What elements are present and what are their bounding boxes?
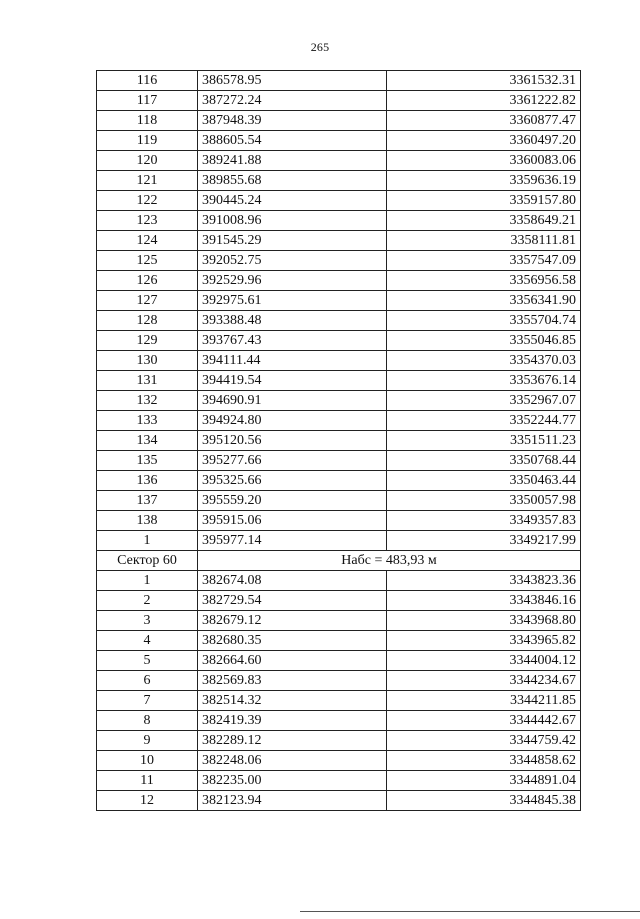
y-coordinate: 3344234.67 [387, 671, 581, 691]
x-coordinate: 382419.39 [198, 711, 387, 731]
x-coordinate: 392529.96 [198, 271, 387, 291]
point-number: 129 [97, 331, 198, 351]
point-number: 3 [97, 611, 198, 631]
y-coordinate: 3343846.16 [387, 591, 581, 611]
sector-header-row [97, 551, 581, 571]
x-coordinate: 388605.54 [198, 131, 387, 151]
coordinates-table [96, 70, 581, 811]
table-row [97, 271, 581, 291]
y-coordinate: 3349357.83 [387, 511, 581, 531]
y-coordinate: 3344442.67 [387, 711, 581, 731]
point-number: 1 [97, 571, 198, 591]
y-coordinate: 3352244.77 [387, 411, 581, 431]
point-number: 133 [97, 411, 198, 431]
x-coordinate: 392975.61 [198, 291, 387, 311]
point-number: 121 [97, 171, 198, 191]
table-row [97, 331, 581, 351]
point-number: 117 [97, 91, 198, 111]
y-coordinate: 3360877.47 [387, 111, 581, 131]
y-coordinate: 3343965.82 [387, 631, 581, 651]
table-row [97, 631, 581, 651]
point-number: 127 [97, 291, 198, 311]
x-coordinate: 382514.32 [198, 691, 387, 711]
x-coordinate: 394690.91 [198, 391, 387, 411]
table-row [97, 711, 581, 731]
y-coordinate: 3344759.42 [387, 731, 581, 751]
table-row [97, 751, 581, 771]
table-row [97, 791, 581, 811]
table-row [97, 171, 581, 191]
point-number: 137 [97, 491, 198, 511]
y-coordinate: 3354370.03 [387, 351, 581, 371]
x-coordinate: 382680.35 [198, 631, 387, 651]
sector-header-group [97, 551, 581, 571]
table-row [97, 231, 581, 251]
point-number: 125 [97, 251, 198, 271]
x-coordinate: 382235.00 [198, 771, 387, 791]
table-row [97, 251, 581, 271]
y-coordinate: 3350057.98 [387, 491, 581, 511]
bottom-rule [300, 911, 640, 912]
y-coordinate: 3343968.80 [387, 611, 581, 631]
y-coordinate: 3351511.23 [387, 431, 581, 451]
x-coordinate: 382123.94 [198, 791, 387, 811]
table-body-before-sector [97, 71, 581, 551]
y-coordinate: 3343823.36 [387, 571, 581, 591]
x-coordinate: 395559.20 [198, 491, 387, 511]
table-row [97, 531, 581, 551]
y-coordinate: 3344211.85 [387, 691, 581, 711]
y-coordinate: 3352967.07 [387, 391, 581, 411]
x-coordinate: 382729.54 [198, 591, 387, 611]
point-number: 136 [97, 471, 198, 491]
table-row [97, 431, 581, 451]
x-coordinate: 382248.06 [198, 751, 387, 771]
y-coordinate: 3344858.62 [387, 751, 581, 771]
x-coordinate: 389241.88 [198, 151, 387, 171]
table-row [97, 311, 581, 331]
x-coordinate: 382679.12 [198, 611, 387, 631]
x-coordinate: 394419.54 [198, 371, 387, 391]
y-coordinate: 3356341.90 [387, 291, 581, 311]
y-coordinate: 3357547.09 [387, 251, 581, 271]
point-number: 1 [97, 531, 198, 551]
x-coordinate: 394111.44 [198, 351, 387, 371]
y-coordinate: 3358111.81 [387, 231, 581, 251]
y-coordinate: 3344004.12 [387, 651, 581, 671]
point-number: 6 [97, 671, 198, 691]
y-coordinate: 3349217.99 [387, 531, 581, 551]
y-coordinate: 3350768.44 [387, 451, 581, 471]
x-coordinate: 394924.80 [198, 411, 387, 431]
x-coordinate: 382674.08 [198, 571, 387, 591]
point-number: 120 [97, 151, 198, 171]
point-number: 134 [97, 431, 198, 451]
y-coordinate: 3344845.38 [387, 791, 581, 811]
point-number: 138 [97, 511, 198, 531]
table-row [97, 671, 581, 691]
x-coordinate: 395120.56 [198, 431, 387, 451]
table-row [97, 451, 581, 471]
table-row [97, 71, 581, 91]
table-row [97, 471, 581, 491]
y-coordinate: 3361222.82 [387, 91, 581, 111]
point-number: 116 [97, 71, 198, 91]
x-coordinate: 395915.06 [198, 511, 387, 531]
point-number: 130 [97, 351, 198, 371]
point-number: 12 [97, 791, 198, 811]
y-coordinate: 3359636.19 [387, 171, 581, 191]
point-number: 123 [97, 211, 198, 231]
point-number: 4 [97, 631, 198, 651]
point-number: 8 [97, 711, 198, 731]
point-number: 124 [97, 231, 198, 251]
table-row [97, 571, 581, 591]
table-row [97, 91, 581, 111]
y-coordinate: 3361532.31 [387, 71, 581, 91]
x-coordinate: 393767.43 [198, 331, 387, 351]
table-body-after-sector [97, 571, 581, 811]
y-coordinate: 3344891.04 [387, 771, 581, 791]
x-coordinate: 391545.29 [198, 231, 387, 251]
x-coordinate: 382664.60 [198, 651, 387, 671]
x-coordinate: 386578.95 [198, 71, 387, 91]
point-number: 131 [97, 371, 198, 391]
point-number: 2 [97, 591, 198, 611]
table-row [97, 391, 581, 411]
point-number: 122 [97, 191, 198, 211]
table-row [97, 151, 581, 171]
page-number: 265 [310, 40, 330, 54]
x-coordinate: 395977.14 [198, 531, 387, 551]
point-number: 9 [97, 731, 198, 751]
table-row [97, 211, 581, 231]
x-coordinate: 387948.39 [198, 111, 387, 131]
point-number: 128 [97, 311, 198, 331]
x-coordinate: 382569.83 [198, 671, 387, 691]
table-row [97, 351, 581, 371]
point-number: 10 [97, 751, 198, 771]
table-row [97, 291, 581, 311]
point-number: 118 [97, 111, 198, 131]
y-coordinate: 3356956.58 [387, 271, 581, 291]
x-coordinate: 389855.68 [198, 171, 387, 191]
x-coordinate: 395325.66 [198, 471, 387, 491]
point-number: 126 [97, 271, 198, 291]
x-coordinate: 390445.24 [198, 191, 387, 211]
point-number: 11 [97, 771, 198, 791]
table-row [97, 131, 581, 151]
x-coordinate: 393388.48 [198, 311, 387, 331]
point-number: 7 [97, 691, 198, 711]
table-row [97, 591, 581, 611]
table-row [97, 771, 581, 791]
x-coordinate: 391008.96 [198, 211, 387, 231]
table-row [97, 651, 581, 671]
table-row [97, 191, 581, 211]
x-coordinate: 392052.75 [198, 251, 387, 271]
table-row [97, 691, 581, 711]
y-coordinate: 3360497.20 [387, 131, 581, 151]
point-number: 119 [97, 131, 198, 151]
y-coordinate: 3350463.44 [387, 471, 581, 491]
y-coordinate: 3360083.06 [387, 151, 581, 171]
table-row [97, 491, 581, 511]
point-number: 5 [97, 651, 198, 671]
sector-label: Сектор 60 [97, 551, 198, 571]
x-coordinate: 387272.24 [198, 91, 387, 111]
table-row [97, 511, 581, 531]
y-coordinate: 3353676.14 [387, 371, 581, 391]
table-row [97, 731, 581, 751]
y-coordinate: 3355704.74 [387, 311, 581, 331]
y-coordinate: 3355046.85 [387, 331, 581, 351]
y-coordinate: 3359157.80 [387, 191, 581, 211]
table-row [97, 111, 581, 131]
table-row [97, 611, 581, 631]
x-coordinate: 395277.66 [198, 451, 387, 471]
x-coordinate: 382289.12 [198, 731, 387, 751]
point-number: 132 [97, 391, 198, 411]
point-number: 135 [97, 451, 198, 471]
y-coordinate: 3358649.21 [387, 211, 581, 231]
sector-absolute-height: Набс = 483,93 м [198, 551, 581, 571]
table-row [97, 371, 581, 391]
table-row [97, 411, 581, 431]
